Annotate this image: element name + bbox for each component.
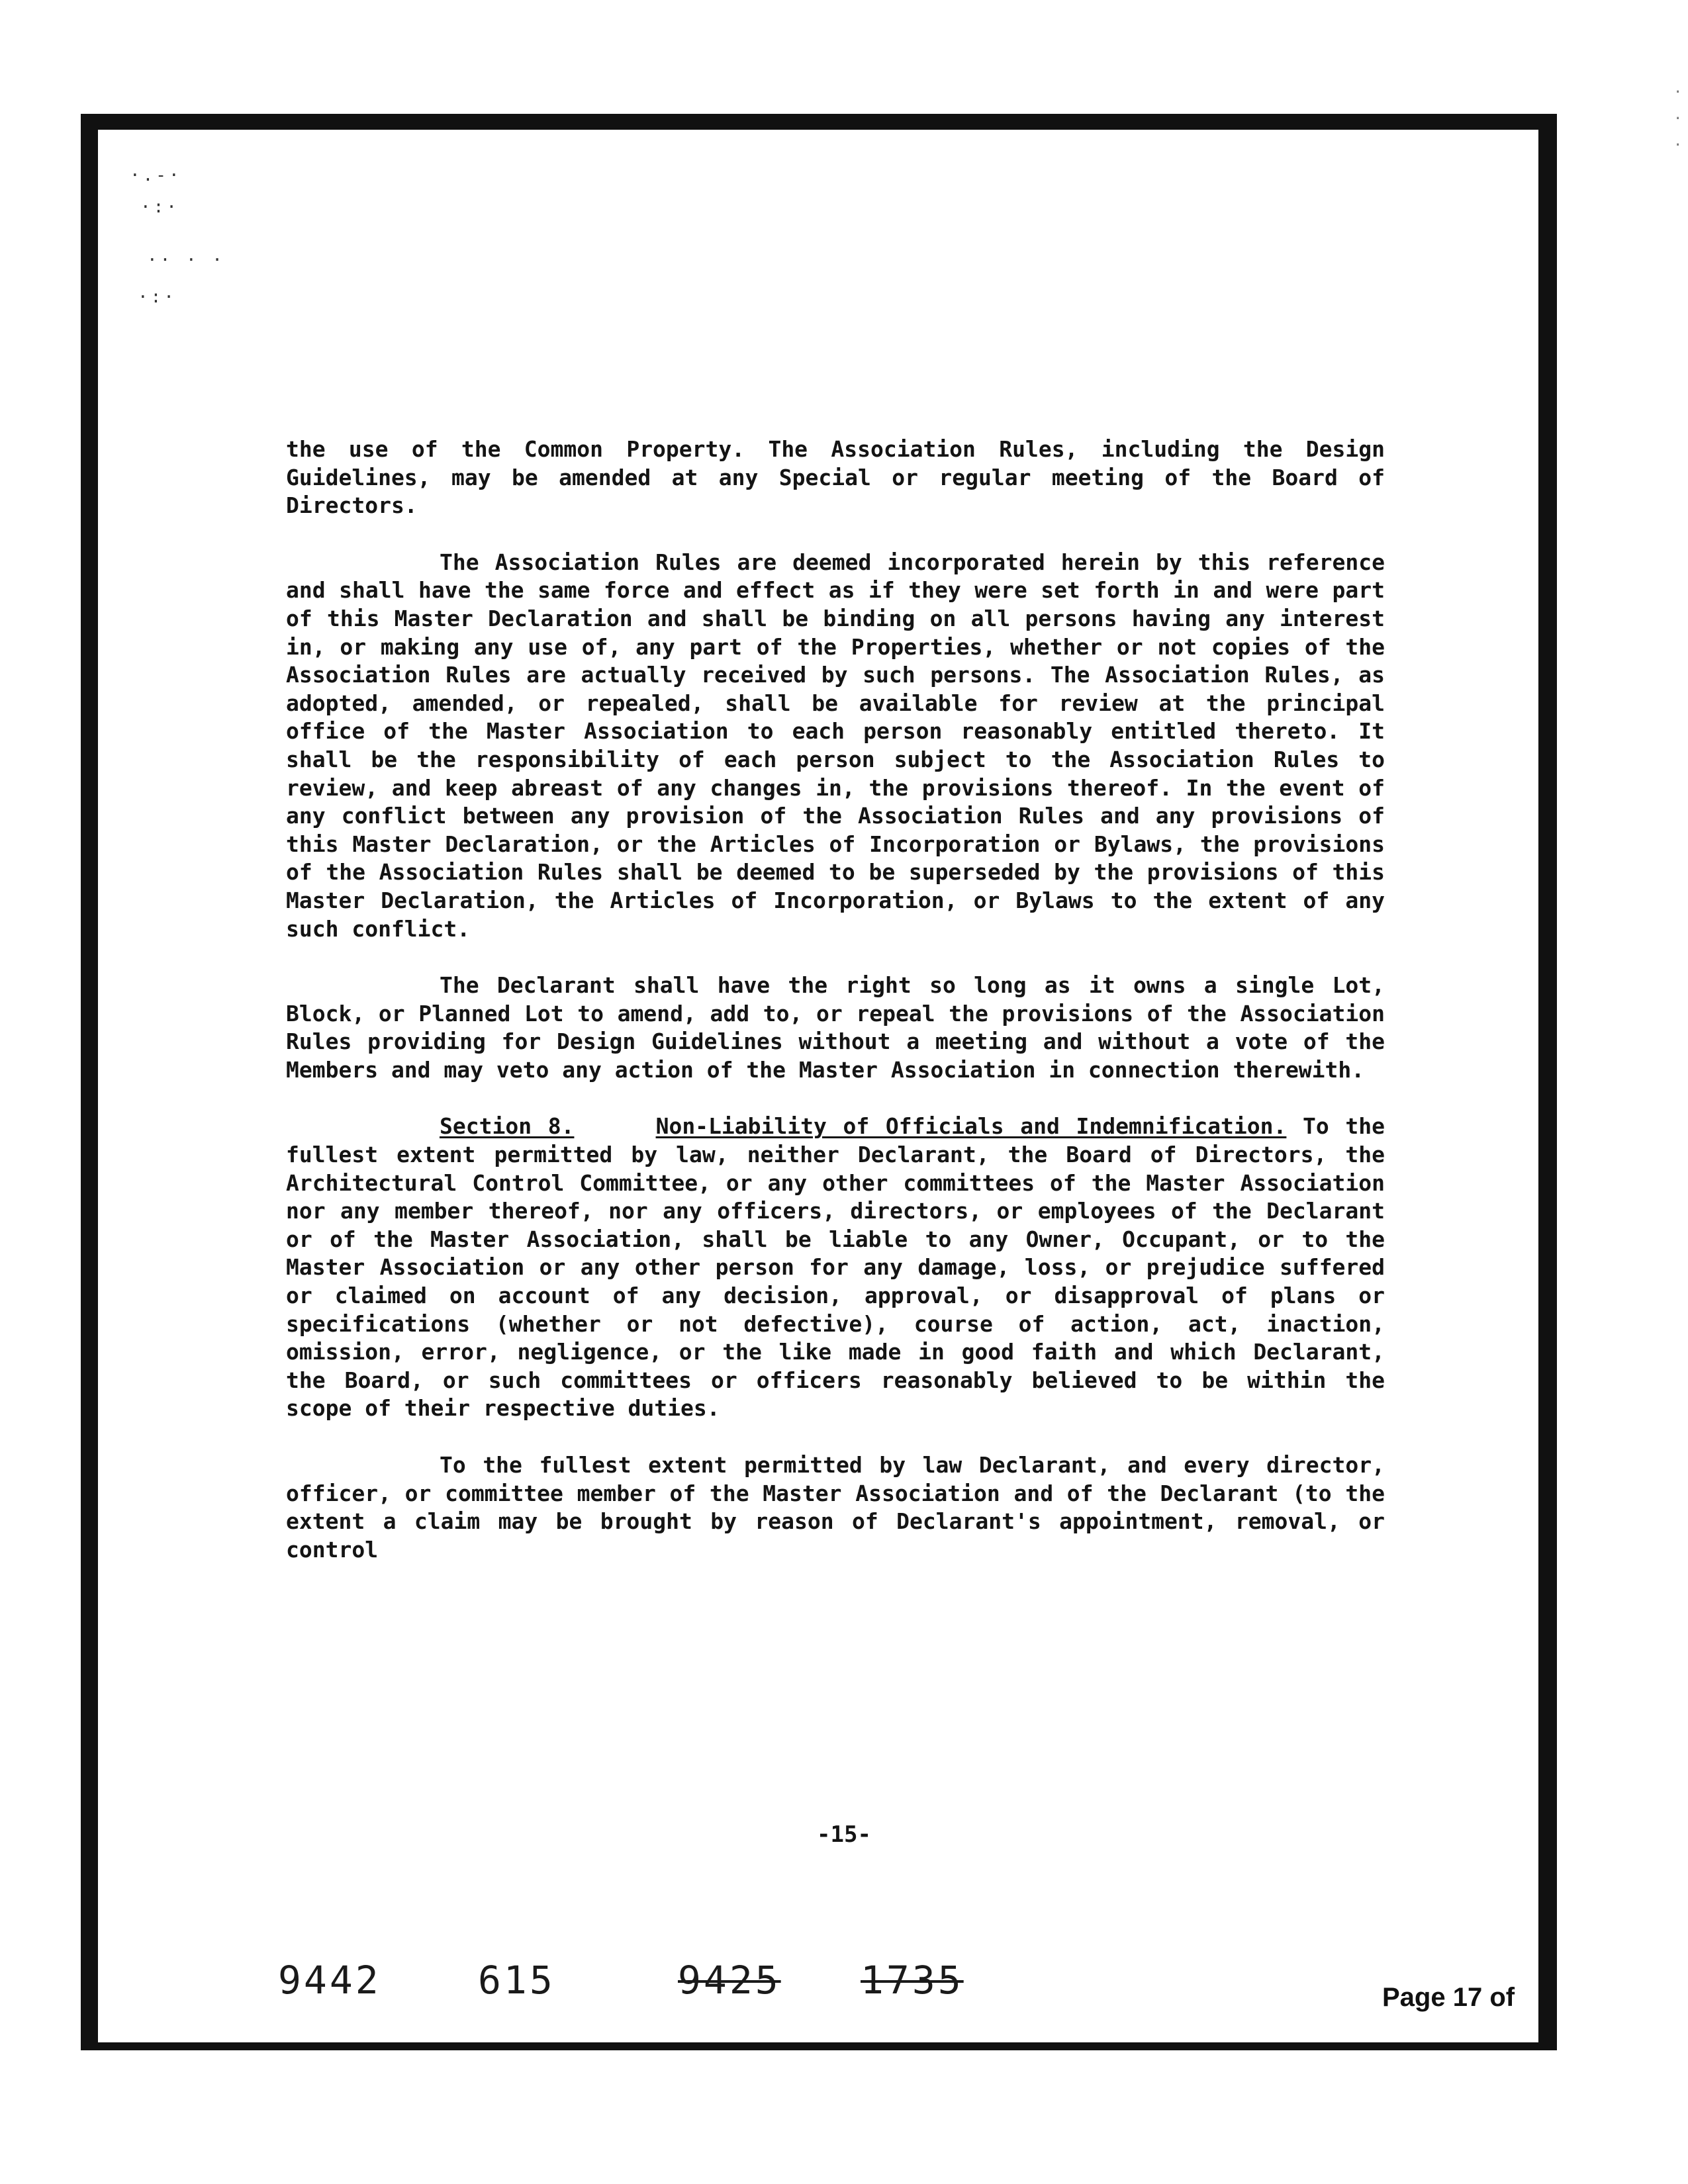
document-body [286, 435, 1385, 1592]
scan-noise-right-edge: · · · [1673, 84, 1683, 154]
scan-noise-top-left: ·:· [140, 197, 179, 217]
paragraph-declarant-rights: The Declarant shall have the right so long as it owns a single Lot, Block, or Planned Lot to amend, add to, or repeal the provisions of the Association Rules providing for Design Guidelines without a meeting and without a vote of the Members and may veto any action of the Master Association in connection therewith. [286, 972, 1385, 1083]
section-label: Section 8. [440, 1113, 575, 1140]
paragraph-section-8 [286, 1113, 1385, 1423]
page-number: -15- [817, 1821, 871, 1848]
scan-noise-top-left: ·:· [138, 287, 177, 307]
section-heading: Non-Liability of Officials and Indemnification. [655, 1113, 1287, 1140]
section-8-text: To the fullest extent permitted by law, neither Declarant, the Board of Directors, the Architectural Control Committee, or any other committees of the Master Association nor any member thereof, nor any officers, directors, or employees of the Declarant or of the Master Association, shall be liable to any Owner, Occupant, or to the Master Association or any other person for any damage, loss, or prejudice suffered or claimed on account of any decision, approval, or disapproval of plans or specifications (whether or not defective), course of action, act, inaction, omission, error, negligence, or the like made in good faith and which Declarant, the Board, or such committees or officers reasonably believed to be within the scope of their respective duties. [286, 1113, 1385, 1422]
scan-noise-top-left: ·.-· [130, 165, 182, 185]
paragraph-association-rules: The Association Rules are deemed incorporated herein by this reference and shall have the same force and effect as if they were set forth in and were part of this Master Declaration and shall be binding on all persons having any interest in, or making any use of, any part of the Properties, whether or not copies of the Association Rules are actually received by such persons. The Association Rules, as adopted, amended, or repealed, shall be available for review at the principal office of the Master Association to each person reasonably entitled thereto. It shall be the responsibility of each person subject to the Association Rules to review, and keep abreast of any changes in, the provisions thereof. In the event of any conflict between any provision of the Association Rules and any provisions of this Master Declaration, or the Articles of Incorporation or Bylaws, the provisions of the Association Rules shall be deemed to be superseded by the provisions of this Master Declaration, the Articles of Incorporation, or Bylaws to the extent of any such conflict. [286, 549, 1385, 942]
page-of-label: Page 17 of [1378, 1983, 1519, 2013]
struck-book-number: 9425 [678, 1958, 781, 2003]
paragraph-common-property: the use of the Common Property. The Association Rules, including the Design Guidelines, may be amended at any Special or regular meeting of the Board of Directors. [286, 436, 1385, 519]
paragraph-indemnification: To the fullest extent permitted by law Declarant, and every director, officer, or committee member of the Master Association and of the Declarant (to the extent a claim may be brought by reason of Declarant's appointment, removal, or control [286, 1452, 1385, 1563]
recording-page-number: 615 [478, 1958, 555, 2003]
scan-noise-top-left: ·· · · [147, 250, 225, 270]
recording-book-number: 9442 [278, 1958, 381, 2003]
struck-page-number: 1735 [861, 1958, 964, 2003]
